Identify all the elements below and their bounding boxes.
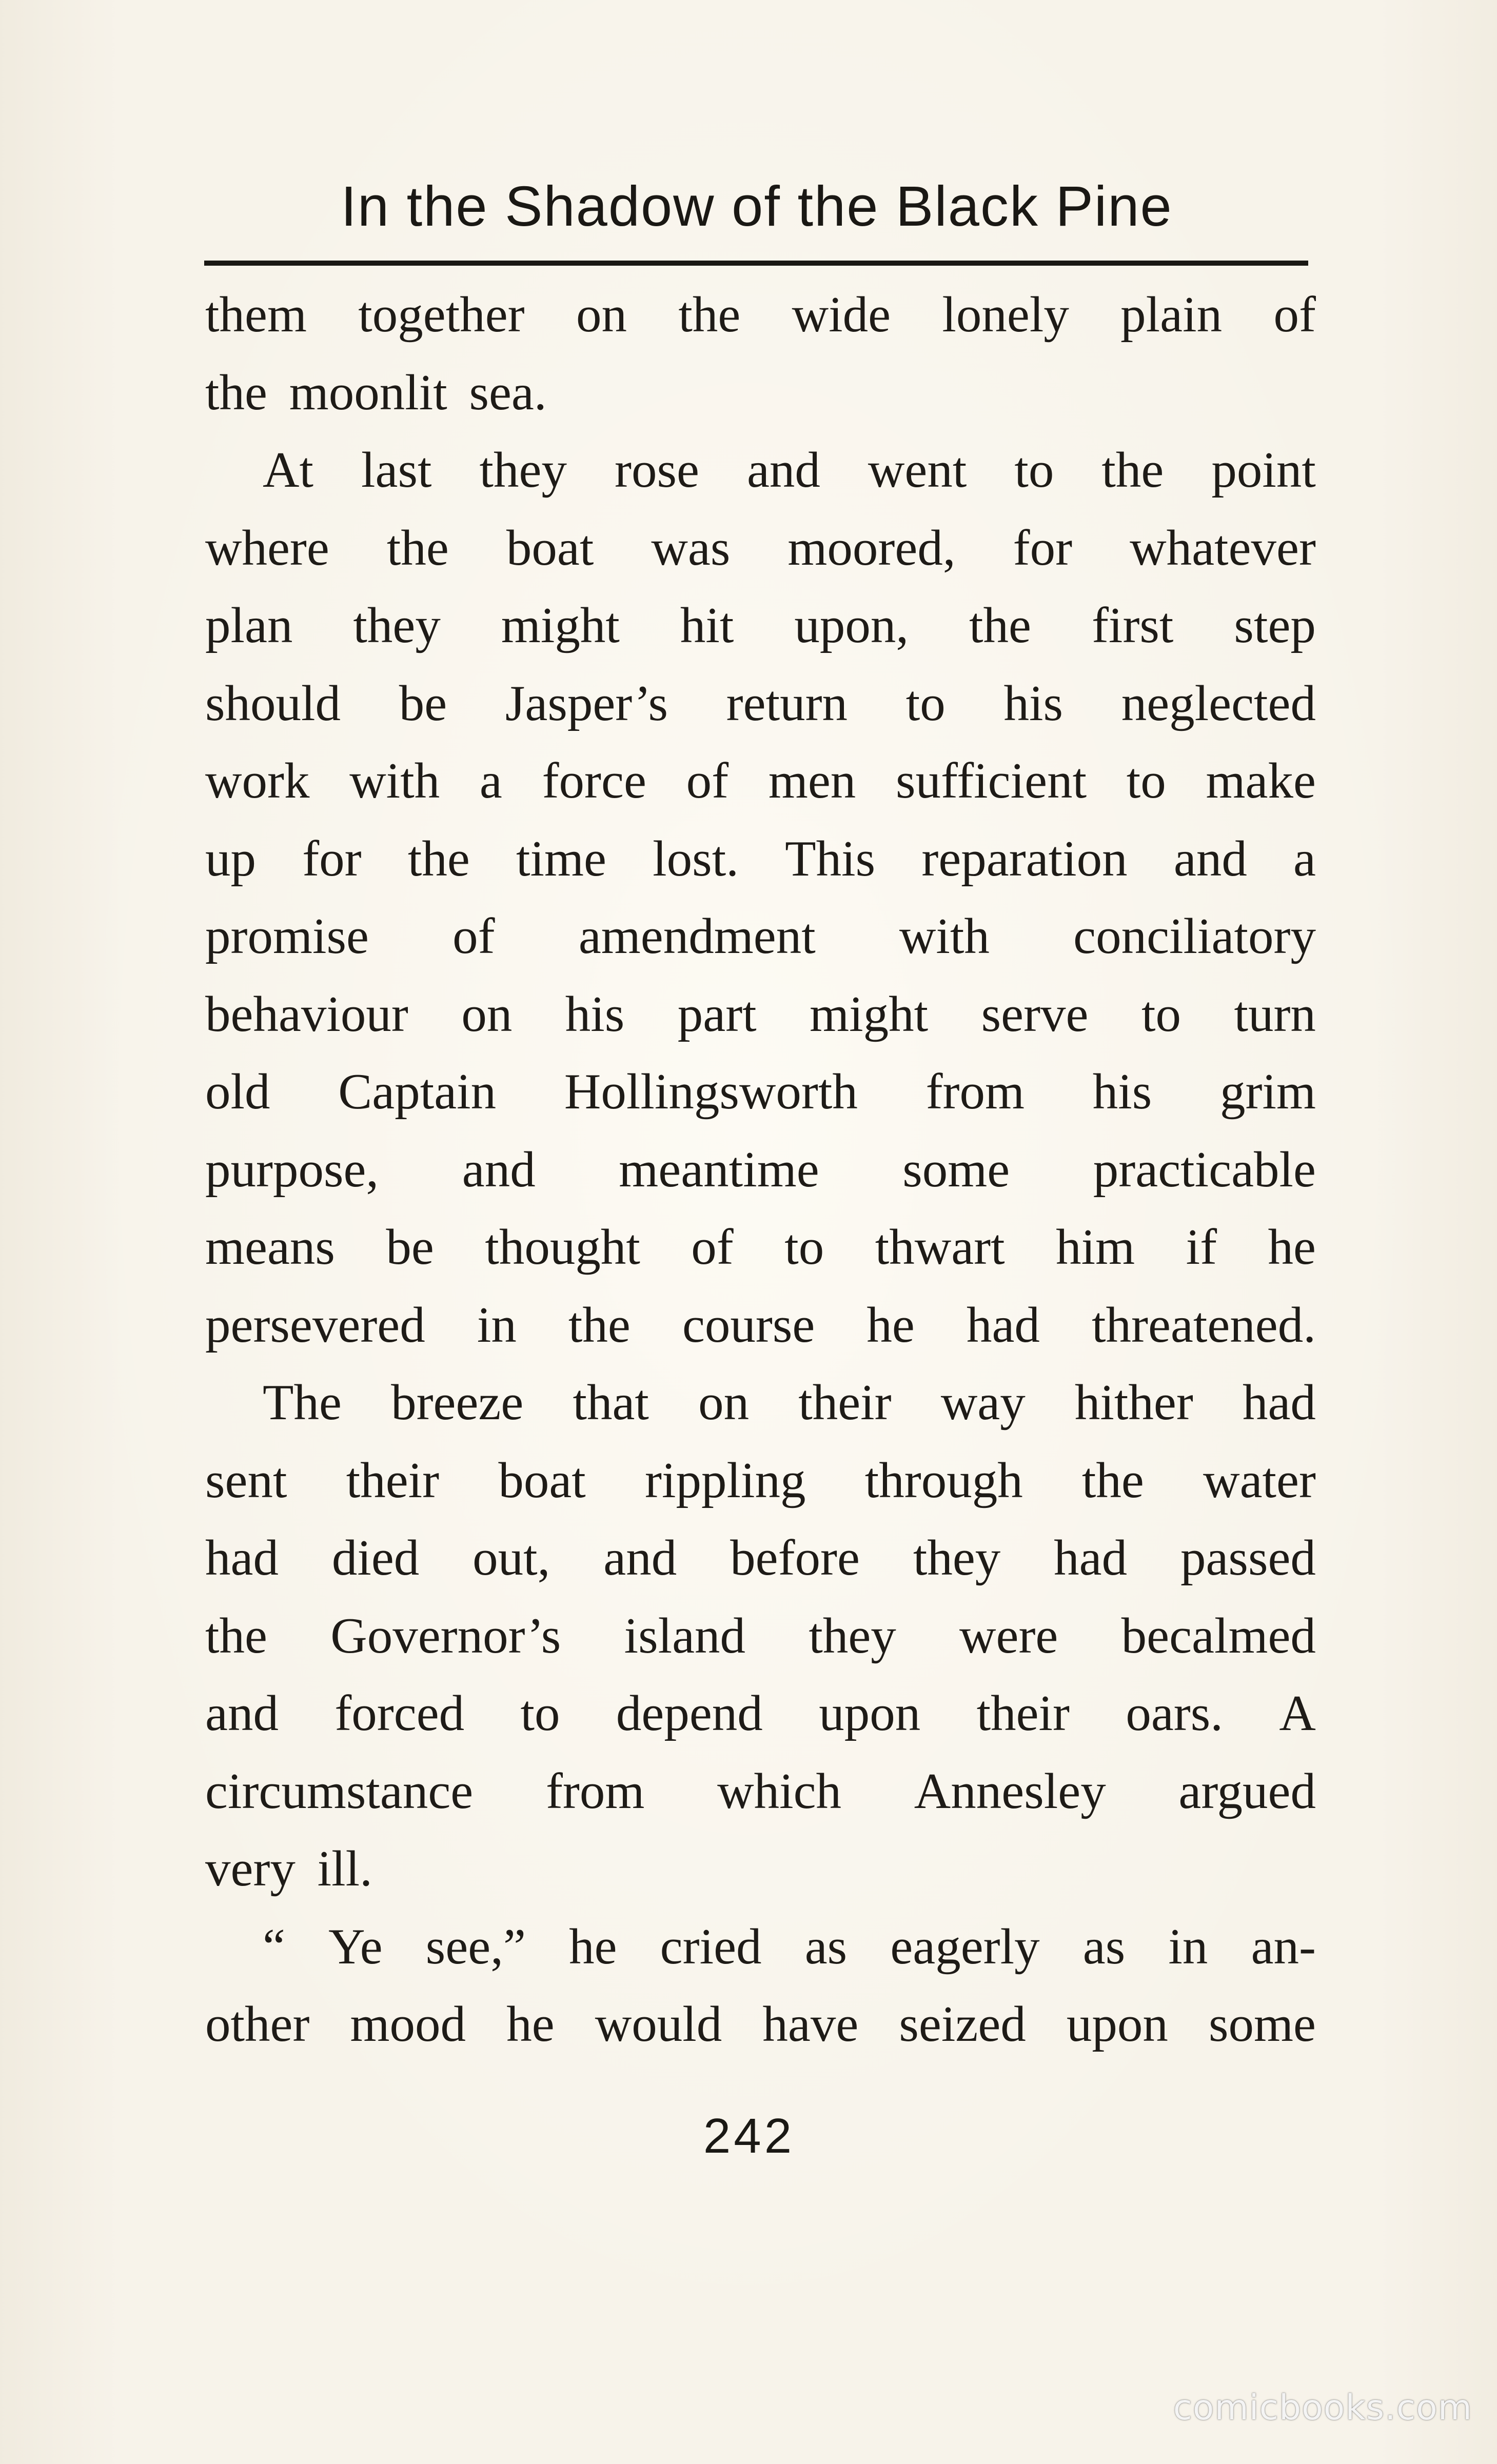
text-line: and forced to depend upon their oars. A <box>205 1685 1316 1741</box>
text-line: had died out, and before they had passed <box>205 1530 1316 1586</box>
text-line: persevered in the course he had threatened. <box>205 1297 1316 1353</box>
text-line: means be thought of to thwart him if he <box>205 1219 1316 1275</box>
text-line: the Governor’s island they were becalmed <box>205 1607 1316 1664</box>
text-line: plan they might hit upon, the first step <box>205 598 1316 653</box>
body-text <box>205 276 1316 2063</box>
text-line: where the boat was moored, for whatever <box>205 520 1316 576</box>
text-line: up for the time lost. This reparation and a <box>205 830 1316 887</box>
text-line: other mood he would have seized upon some <box>205 1996 1316 2052</box>
page-number: 242 <box>703 2109 795 2163</box>
text-line: the moonlit sea. <box>205 364 547 421</box>
text-line: work with a force of men sufficient to make <box>205 753 1316 809</box>
text-line: “ Ye see,” he cried as eagerly as in an- <box>263 1918 1316 1975</box>
text-line: should be Jasper’s return to his neglected <box>205 675 1316 731</box>
text-line: them together on the wide lonely plain of <box>205 287 1316 343</box>
header-rule <box>204 261 1308 266</box>
text-line: sent their boat rippling through the water <box>205 1452 1316 1508</box>
text-line: purpose, and meantime some practicable <box>205 1141 1316 1198</box>
text-line: At last they rose and went to the point <box>263 442 1316 498</box>
text-line: old Captain Hollingsworth from his grim <box>205 1064 1316 1120</box>
text-line: circumstance from which Annesley argued <box>205 1763 1316 1819</box>
text-line: The breeze that on their way hither had <box>263 1375 1316 1430</box>
text-line: very ill. <box>205 1841 372 1897</box>
text-line: behaviour on his part might serve to turn <box>205 986 1316 1042</box>
text-line: promise of amendment with conciliatory <box>205 908 1316 964</box>
running-head: In the Shadow of the Black Pine <box>341 175 1173 238</box>
watermark: comicbooks.com <box>1173 2388 1472 2428</box>
